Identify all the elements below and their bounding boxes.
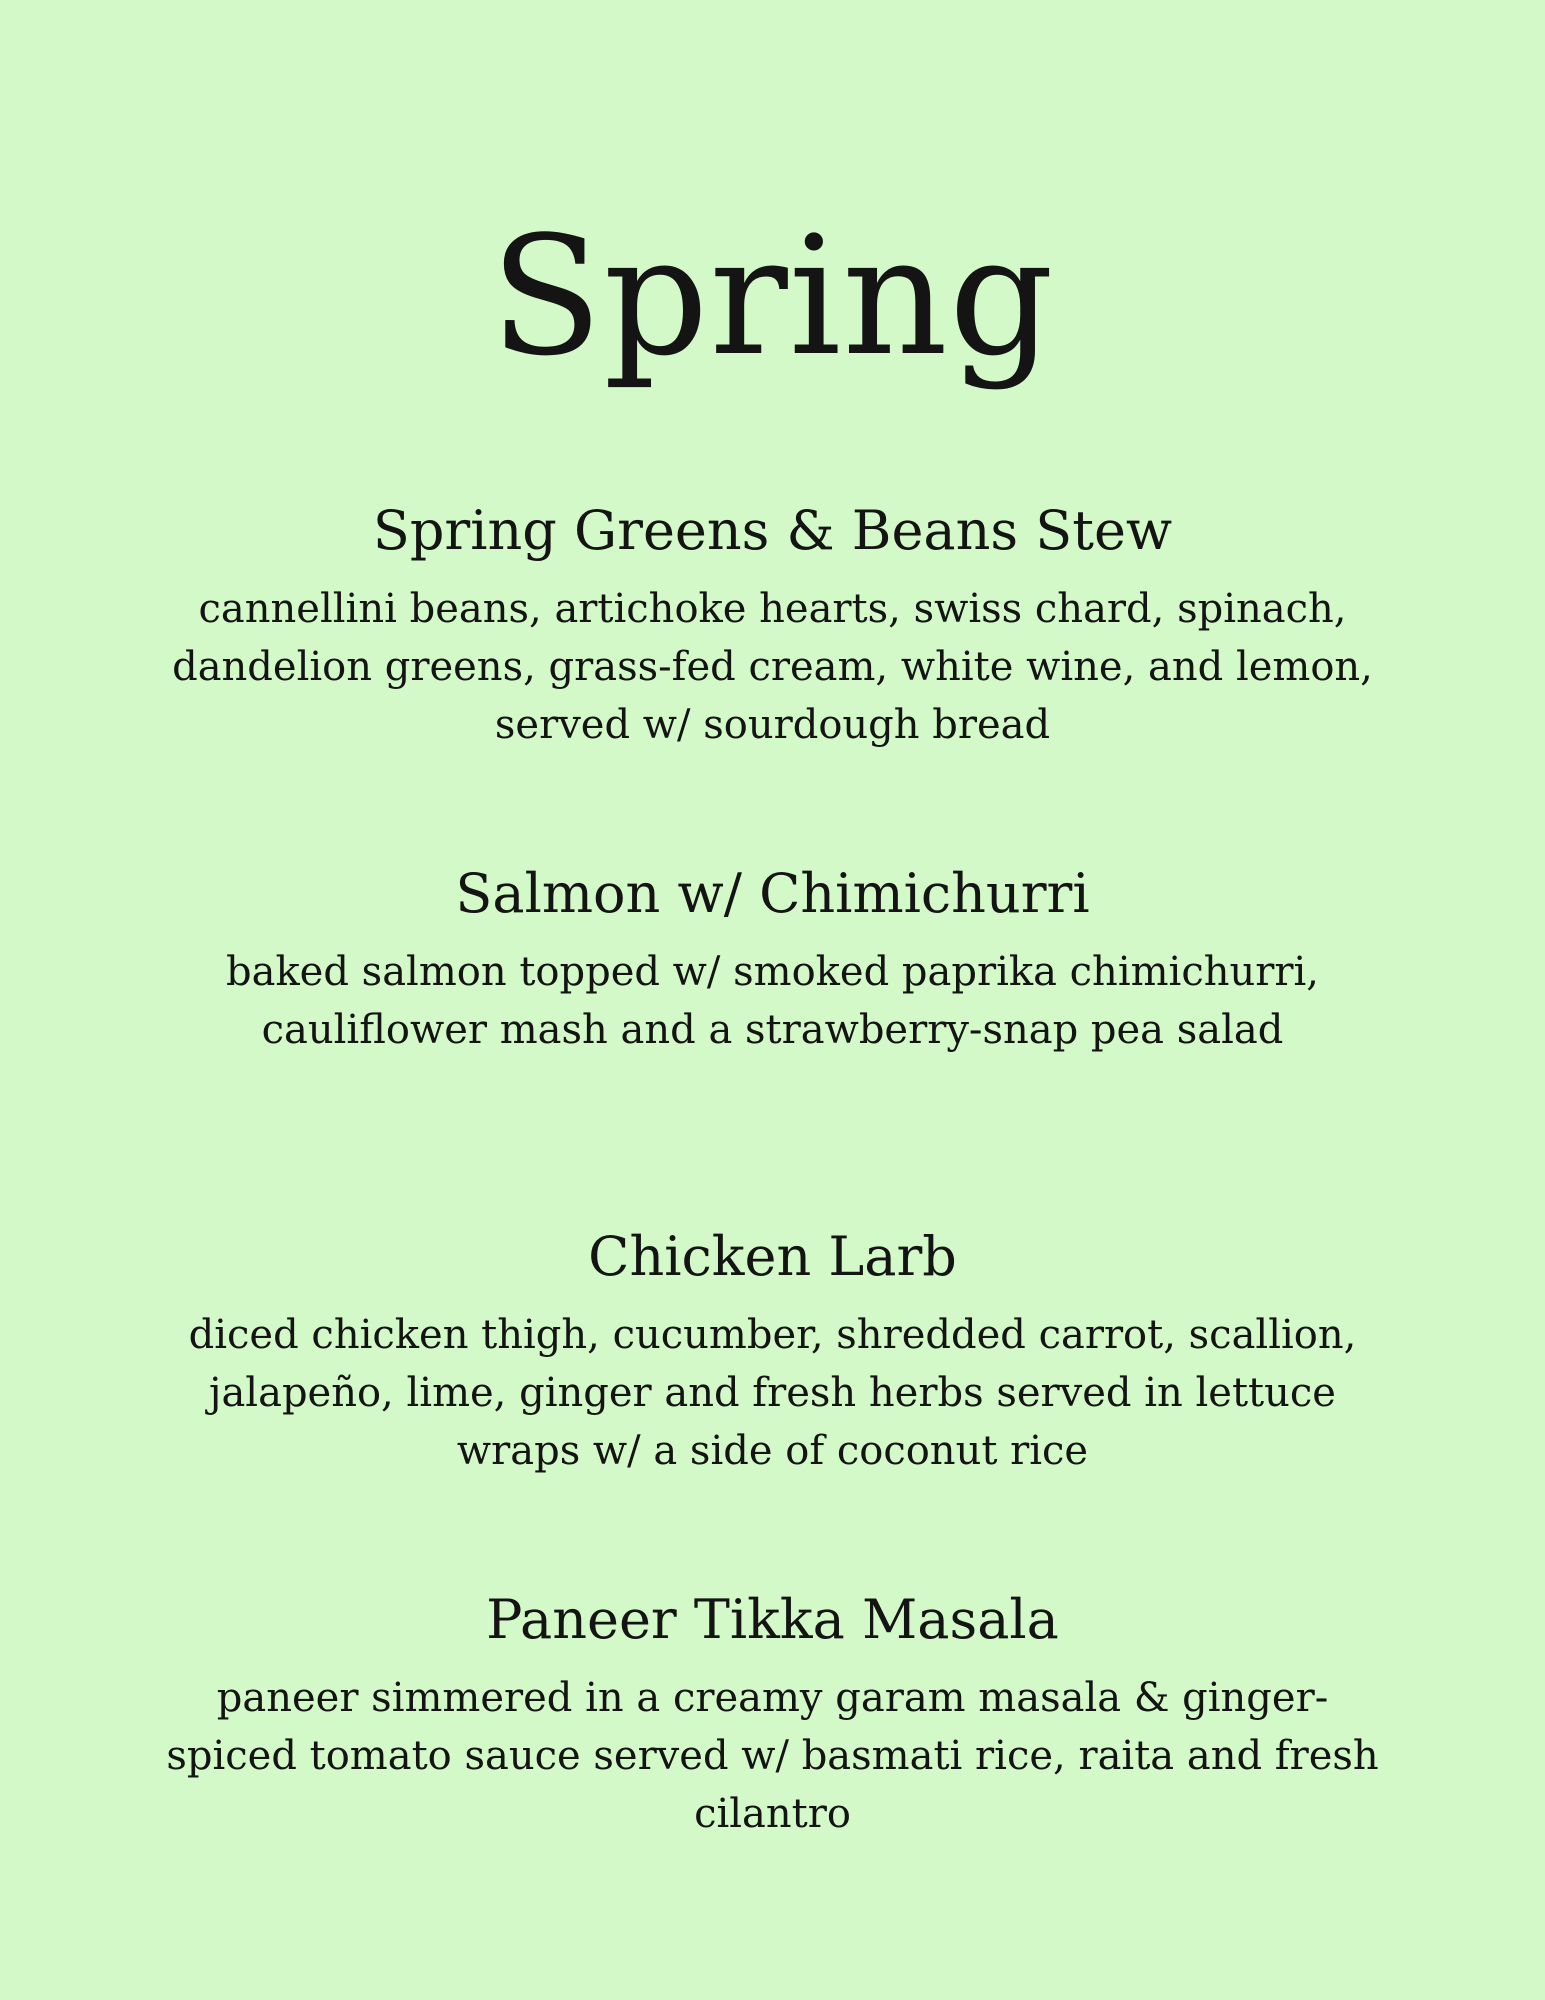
menu-item: [160, 498, 1385, 754]
menu-title: Spring: [490, 201, 1055, 392]
menu-item-name: Paneer Tikka Masala: [486, 1588, 1059, 1651]
menu-item-description: cannellini beans, artichoke hearts, swiss chard, spinach, dandelion greens, grass-fed cream, white wine, and lemon, served w/ sourdough bread: [172, 586, 1373, 748]
menu-item-description: baked salmon topped w/ smoked paprika chimichurri, cauliflower mash and a strawberry-snap pea salad: [225, 949, 1320, 1053]
menu-item-name: Spring Greens & Beans Stew: [372, 499, 1173, 562]
menu-item: [160, 861, 1385, 1059]
menu-item: [160, 1587, 1385, 1843]
menu-item: [160, 1224, 1385, 1480]
menu-item-name: Chicken Larb: [588, 1225, 957, 1288]
menu-item-name: Salmon w/ Chimichurri: [455, 862, 1090, 925]
menu-item-description: diced chicken thigh, cucumber, shredded carrot, scallion, jalapeño, lime, ginger and fresh herbs served in lettuce wraps w/ a side of coconut rice: [188, 1312, 1357, 1474]
menu-item-description: paneer simmered in a creamy garam masala & ginger-spiced tomato sauce served w/ basmati rice, raita and fresh cilantro: [166, 1675, 1379, 1837]
